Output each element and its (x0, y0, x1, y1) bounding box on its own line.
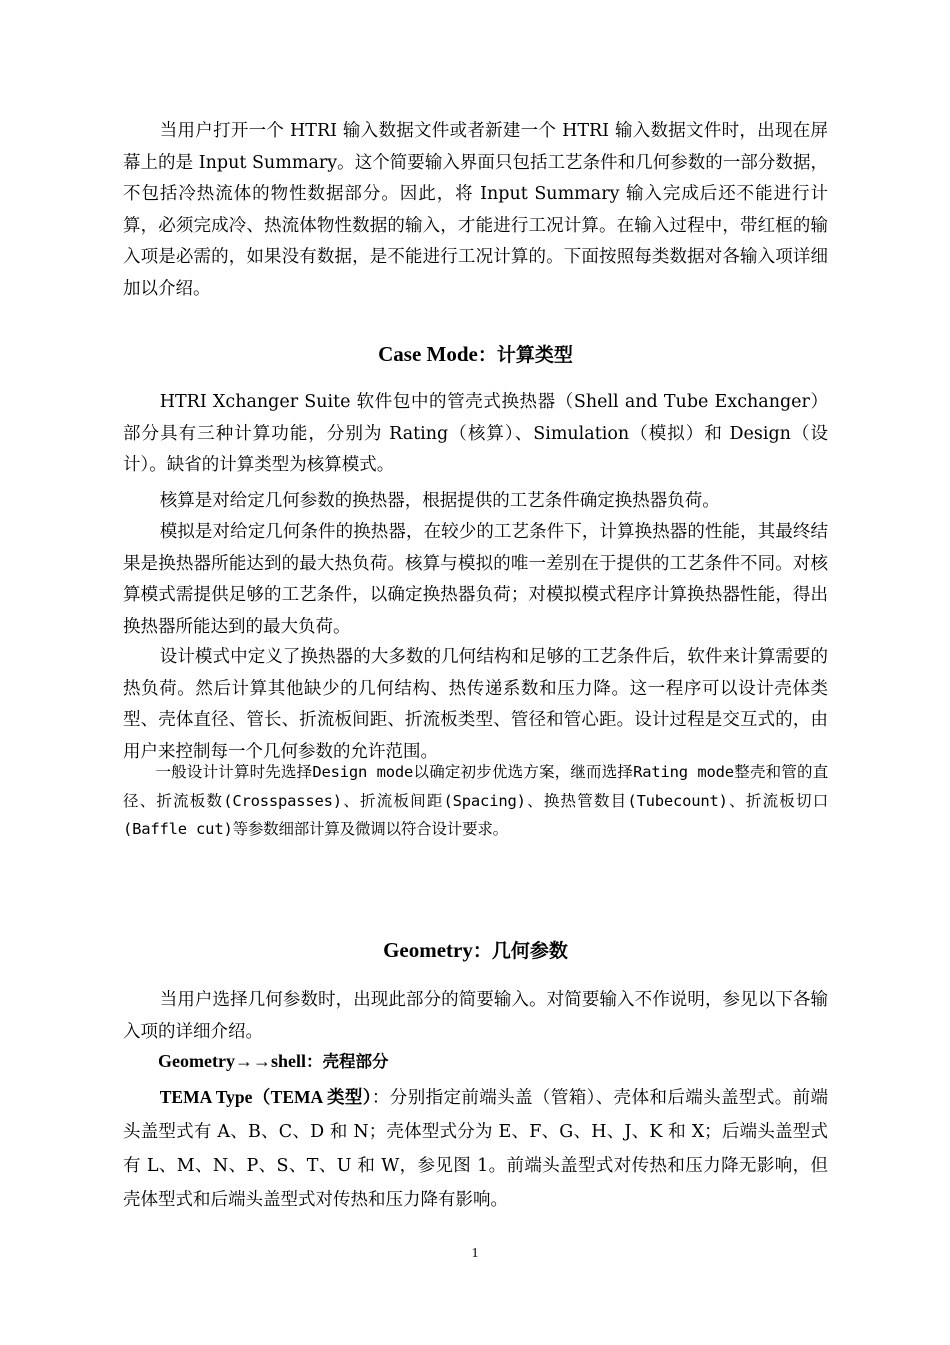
intro-paragraph: 当用户打开一个 HTRI 输入数据文件或者新建一个 HTRI 输入数据文件时，出现在屏幕上的是 Input Summary。这个简要输入界面只包括工艺条件和几何参数的一部分数据，不包括冷热流体的物性数据部分。因此，将 Input Summary 输入完成后还不能进行计算，必须完成冷、热流体物性数据的输入，才能进行工况计算。在输入过程中，带红框的输入项是必需的，如果没有数据，是不能进行工况计算的。下面按照每类数据对各输入项详细加以介绍。 (123, 121, 828, 299)
case-mode-paragraph-5: 一般设计计算时先选择Design mode以确定初步优选方案，继而选择Rating mode整壳和管的直径、折流板数(Crosspasses)、折流板间距(Spacing)、换热管数目(Tubecount)、折流板切口(Baffle cut)等参数细部计算及微调以符合设计要求。 (123, 763, 828, 838)
case-mode-heading-sep: ： (477, 344, 497, 366)
case-mode-paragraph-4: 设计模式中定义了换热器的大多数的几何结构和足够的工艺条件后，软件来计算需要的热负荷。然后计算其他缺少的几何结构、热传递系数和压力降。这一程序可以设计壳体类型、壳体直径、管长、折流板间距、折流板类型、管径和管心距。设计过程是交互式的，由用户来控制每一个几何参数的允许范围。 (123, 647, 828, 762)
geometry-heading (123, 935, 828, 966)
shell-subheading-sep: ： (305, 1052, 323, 1071)
shell-subheading-en: Geometry→→shell (158, 1051, 306, 1071)
tema-text: ：分别指定前端头盖（管箱）、壳体和后端头盖型式。前端头盖型式有 A、B、C、D 和 N；壳体型式分为 E、F、G、H、J、K 和 X；后端头盖型式有 L、M、N、P、S、T、U 和 W，参见图 1。前端头盖型式对传热和压力降无影响，但壳体型式和后端头盖型式对传热和压力降有影响。 (123, 1088, 829, 1210)
page-number: 1 (471, 1246, 479, 1261)
case-mode-paragraph-2: 核算是对给定几何参数的换热器，根据提供的工艺条件确定换热器负荷。 (159, 491, 720, 511)
case-mode-paragraph-1: HTRI Xchanger Suite 软件包中的管壳式换热器（Shell and Tube Exchanger）部分具有三种计算功能，分别为 Rating（核算）、Simulation（模拟）和 Design（设计）。缺省的计算类型为核算模式。 (123, 392, 828, 475)
tema-paren: （TEMA 类型） (252, 1087, 372, 1107)
geometry-heading-en: Geometry (383, 938, 473, 962)
tema-label: TEMA Type (159, 1087, 253, 1107)
case-mode-heading-en: Case Mode (378, 342, 478, 366)
shell-subheading (158, 1046, 388, 1077)
shell-subheading-cn: 壳程部分 (322, 1052, 389, 1071)
geometry-heading-cn: 几何参数 (491, 940, 568, 962)
case-mode-paragraph-3: 模拟是对给定几何条件的换热器，在较少的工艺条件下，计算换热器的性能，其最终结果是换热器所能达到的最大热负荷。核算与模拟的唯一差别在于提供的工艺条件不同。对核算模式需提供足够的工艺条件，以确定换热器负荷；对模拟模式程序计算换热器性能，得出换热器所能达到的最大负荷。 (123, 522, 828, 637)
geometry-paragraph-1: 当用户选择几何参数时，出现此部分的简要输入。对简要输入不作说明，参见以下各输入项的详细介绍。 (123, 990, 828, 1042)
case-mode-heading (123, 339, 828, 370)
geometry-heading-sep: ： (472, 940, 492, 962)
case-mode-heading-cn: 计算类型 (496, 344, 573, 366)
tema-paragraph (123, 1080, 828, 1217)
